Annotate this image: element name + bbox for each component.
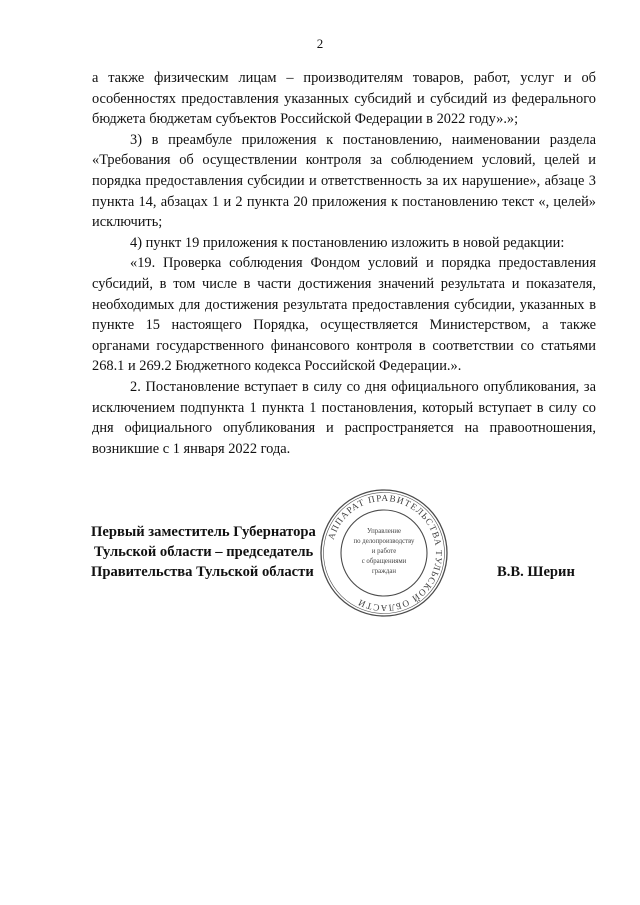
paragraph-continuation: а также физическим лицам – производителям товаров, работ, услуг и об особенностях предоставления указанных субсидий и субсидий из федерального бюджета бюджетам субъектов Российской Федерации в 2022 году».»; <box>92 70 596 128</box>
signatory-title-line: Правительства Тульской области <box>91 564 314 580</box>
paragraph-clause-2: 2. Постановление вступает в силу со дня официального опубликования, за исключением подпункта 1 пункта 1 постановления, который вступает в силу со дня официального опубликования и распространяется на правоотношения, возникшие с 1 января 2022 года. <box>92 378 596 457</box>
stamp-center-line: по делопроизводству <box>353 538 415 545</box>
paragraph-item-4: 4) пункт 19 приложения к постановлению изложить в новой редакции: <box>130 234 565 251</box>
signatory-name: В.В. Шерин <box>497 564 575 580</box>
page-number: 2 <box>316 36 324 51</box>
stamp-center-line: граждан <box>371 568 397 575</box>
signatory-title-line: Тульской области – председатель <box>94 544 314 560</box>
paragraph-point-19: «19. Проверка соблюдения Фондом условий и порядка предоставления субсидий, в том числе в части достижения значений результата и показателя, необходимых для достижения результата предоставления субсидии, указанных в пункте 15 настоящего Порядка, осуществляется Министерством, а также органами государственного финансового контроля в соответствии со статьями 268.1 и 269.2 Бюджетного кодекса Российской Федерации.». <box>92 255 596 375</box>
stamp-center-line: Управление <box>366 528 402 535</box>
official-stamp <box>319 488 449 618</box>
stamp-center-line: и работе <box>371 548 397 555</box>
stamp-center-line: с обращениями <box>361 558 407 565</box>
stamp-ring-text: АППАРАТ ПРАВИТЕЛЬСТВА ТУЛЬСКОЙ ОБЛАСТИ <box>325 492 445 614</box>
document-body <box>92 68 596 459</box>
signatory-title-line: Первый заместитель Губернатора <box>91 524 316 540</box>
signatory-title <box>91 522 316 582</box>
paragraph-item-3: 3) в преамбуле приложения к постановлению, наименовании раздела «Требования об осуществлении контроля за соблюдением условий, целей и порядка предоставления субсидии и ответственность за их нарушение», абзаце 3 пункта 14, абзацах 1 и 2 пункта 20 приложения к постановлению текст «, целей» исключить; <box>92 131 596 231</box>
